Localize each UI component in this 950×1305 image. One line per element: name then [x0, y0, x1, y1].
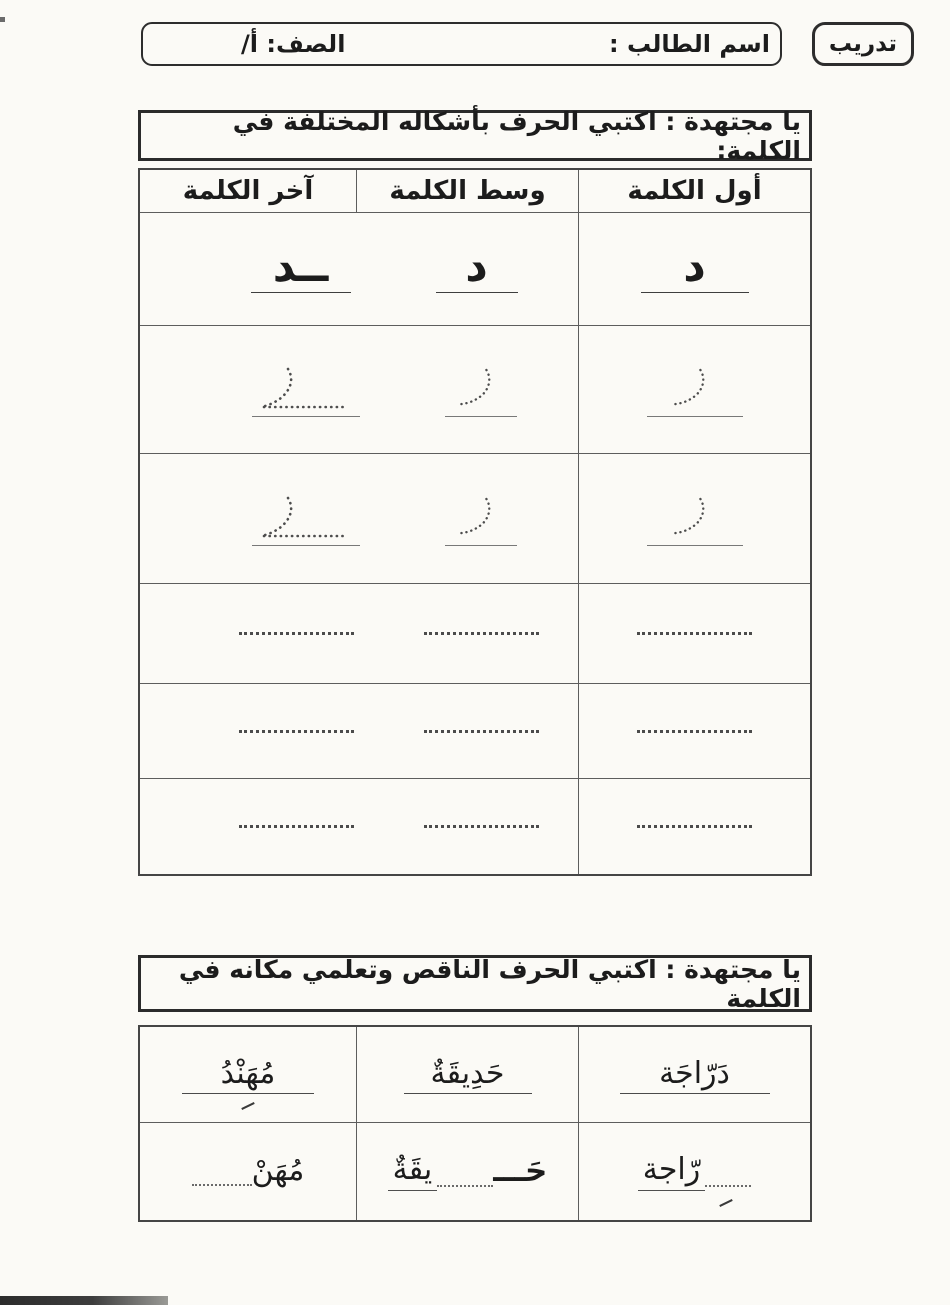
section1-title: يا مجتهدة : اكتبي الحرف بأشكاله المختلفة في الكلمة: — [138, 110, 812, 161]
solid-letters-merged-cell — [165, 213, 603, 325]
word-muhannad: مُهَنْدُ — [182, 1055, 314, 1095]
dal-final-solid: ــد — [251, 245, 351, 294]
training-badge-label: تدريب — [828, 31, 898, 57]
table-row-complete-words — [140, 1027, 810, 1122]
trace-letter-initial-cell — [578, 326, 810, 453]
missing-letter-gap — [437, 1185, 493, 1187]
solid-letter-initial-cell — [578, 213, 810, 325]
practice-line-middle — [424, 632, 539, 635]
trace-letters-merged-cell — [165, 326, 603, 453]
practice-merged-cell — [170, 584, 608, 683]
practice-merged-cell — [170, 684, 608, 778]
practice-line-end — [239, 730, 354, 733]
word-hadiqa: حَدِيقَةٌ — [404, 1055, 532, 1095]
missing-letter-gap — [705, 1185, 751, 1187]
practice-line-start — [637, 730, 752, 733]
column-header-word-end: آخر الكلمة — [182, 176, 314, 206]
column-header-word-middle: وسط الكلمة — [356, 170, 578, 212]
kasra-mark — [241, 1102, 254, 1110]
word-hadiqa-missing: يقَةٌ حَـــ — [388, 1152, 548, 1191]
practice-line-end — [239, 632, 354, 635]
kasra-mark — [719, 1199, 732, 1207]
missing-letter-gap — [192, 1184, 252, 1186]
practice-line-end — [239, 825, 354, 828]
word-darraja: دَرّاجَة — [620, 1055, 770, 1095]
table-row-solid-letters — [140, 212, 810, 325]
practice-initial-cell — [578, 779, 810, 874]
missing-word-middle-cell — [356, 1123, 578, 1220]
dal-final-trace-icon — [252, 363, 360, 417]
complete-word-start-cell — [578, 1027, 810, 1122]
practice-line-middle — [424, 825, 539, 828]
dal-medial-trace-icon — [445, 363, 517, 417]
student-name-label: اسم الطالب : — [608, 30, 770, 58]
column-header-word-start: أول الكلمة — [578, 170, 810, 212]
practice-line-middle — [424, 730, 539, 733]
word-muhannad-missing: مُهَنْ — [192, 1153, 305, 1190]
header-bar — [141, 22, 782, 66]
scan-artifact-bottom-strip — [0, 1296, 168, 1305]
dal-medial-trace-icon — [445, 492, 517, 546]
missing-word-start-cell — [578, 1123, 810, 1220]
training-badge — [812, 22, 914, 66]
practice-initial-cell — [578, 684, 810, 778]
complete-word-end-cell — [140, 1027, 356, 1122]
practice-line-start — [637, 825, 752, 828]
dal-initial-solid: د — [641, 245, 749, 294]
trace-letters-merged-cell — [165, 454, 603, 583]
table-row-practice — [140, 778, 810, 874]
table-row-practice — [140, 683, 810, 778]
dal-initial-trace-icon — [647, 492, 743, 546]
trace-letter-initial-cell — [578, 454, 810, 583]
practice-line-start — [637, 632, 752, 635]
table-header-row — [140, 170, 810, 212]
table-row-trace-letters — [140, 453, 810, 583]
practice-merged-cell — [170, 779, 608, 874]
complete-word-middle-cell — [356, 1027, 578, 1122]
scan-artifact-top-left — [0, 17, 5, 22]
table-row-practice — [140, 583, 810, 683]
word-darraja-missing: رّاجة — [638, 1152, 751, 1191]
missing-letter-table — [138, 1025, 812, 1222]
section2-title: يا مجتهدة : اكتبي الحرف الناقص وتعلمي مكانه في الكلمة — [138, 955, 812, 1012]
dal-initial-trace-icon — [647, 363, 743, 417]
practice-initial-cell — [578, 584, 810, 683]
dal-medial-solid: د — [436, 245, 518, 294]
table-row-trace-letters — [140, 325, 810, 453]
table-row-missing-words — [140, 1122, 810, 1220]
letter-forms-table — [138, 168, 812, 876]
dal-final-trace-icon — [252, 492, 360, 546]
missing-word-end-cell — [140, 1123, 356, 1220]
class-label: الصف: أ/ — [241, 30, 346, 58]
